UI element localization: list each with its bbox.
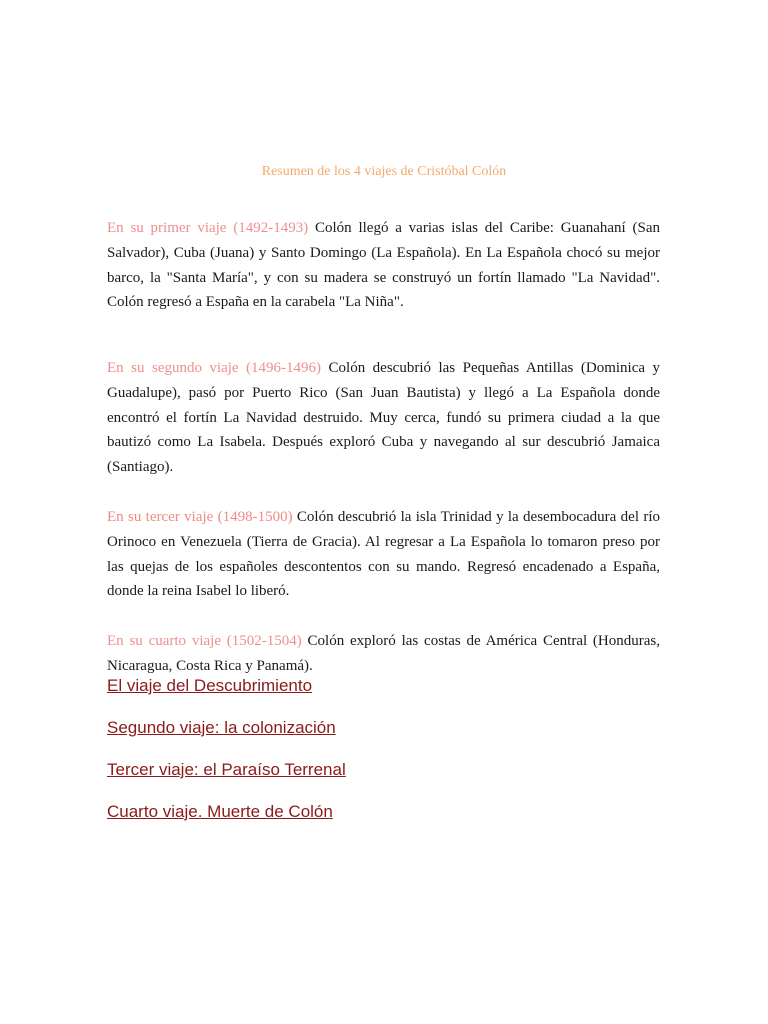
paragraph-segundo-viaje	[107, 356, 660, 480]
voyage-links	[107, 675, 346, 843]
paragraph-text: Colón descubrió la isla Trinidad y la desembocadura del río Orinoco en Venezuela (Tierra de Gracia). Al regresar a La Española lo tomaron preso por las quejas de los españoles descontentos con su mando. Regresó encadenado a España, donde la reina Isabel lo liberó.	[107, 509, 660, 600]
paragraph-text: Colón llegó a varias islas del Caribe: Guanahaní (San Salvador), Cuba (Juana) y Santo Domingo (La Española). En La Española chocó su mejor barco, la "Santa María", y con su madera se construyó un fortín llamado "La Navidad". Colón regresó a España en la carabela "La Niña".	[107, 220, 660, 311]
paragraph-tercer-viaje	[107, 505, 660, 604]
paragraph-text: Colón exploró las costas de América Central (Honduras, Nicaragua, Costa Rica y Panamá).	[107, 633, 660, 674]
paragraph-text: Colón descubrió las Pequeñas Antillas (Dominica y Guadalupe), pasó por Puerto Rico (San Juan Bautista) y llegó a La Española donde encontró el fortín La Navidad destruido. Muy cerca, fundó su primera ciudad a la que bautizó como La Isabela. Después exploró Cuba y navegando al sur descubrió Jamaica (Santiago).	[107, 360, 660, 476]
paragraph-primer-viaje	[107, 216, 660, 315]
link-tercer-viaje[interactable]: Tercer viaje: el Paraíso Terrenal	[107, 760, 346, 779]
paragraph-lead: En su segundo viaje (1496-1496)	[107, 360, 322, 376]
paragraph-lead: En su tercer viaje (1498-1500)	[107, 509, 293, 525]
link-cuarto-viaje[interactable]: Cuarto viaje. Muerte de Colón	[107, 802, 333, 821]
paragraph-cuarto-viaje	[107, 629, 660, 679]
link-viaje-descubrimiento[interactable]: El viaje del Descubrimiento	[107, 676, 313, 695]
paragraph-lead: En su cuarto viaje (1502-1504)	[107, 633, 302, 649]
paragraph-lead: En su primer viaje (1492-1493)	[107, 220, 309, 236]
document-title: Resumen de los 4 viajes de Cristóbal Colón	[261, 164, 507, 179]
link-segundo-viaje[interactable]: Segundo viaje: la colonización	[107, 718, 336, 737]
